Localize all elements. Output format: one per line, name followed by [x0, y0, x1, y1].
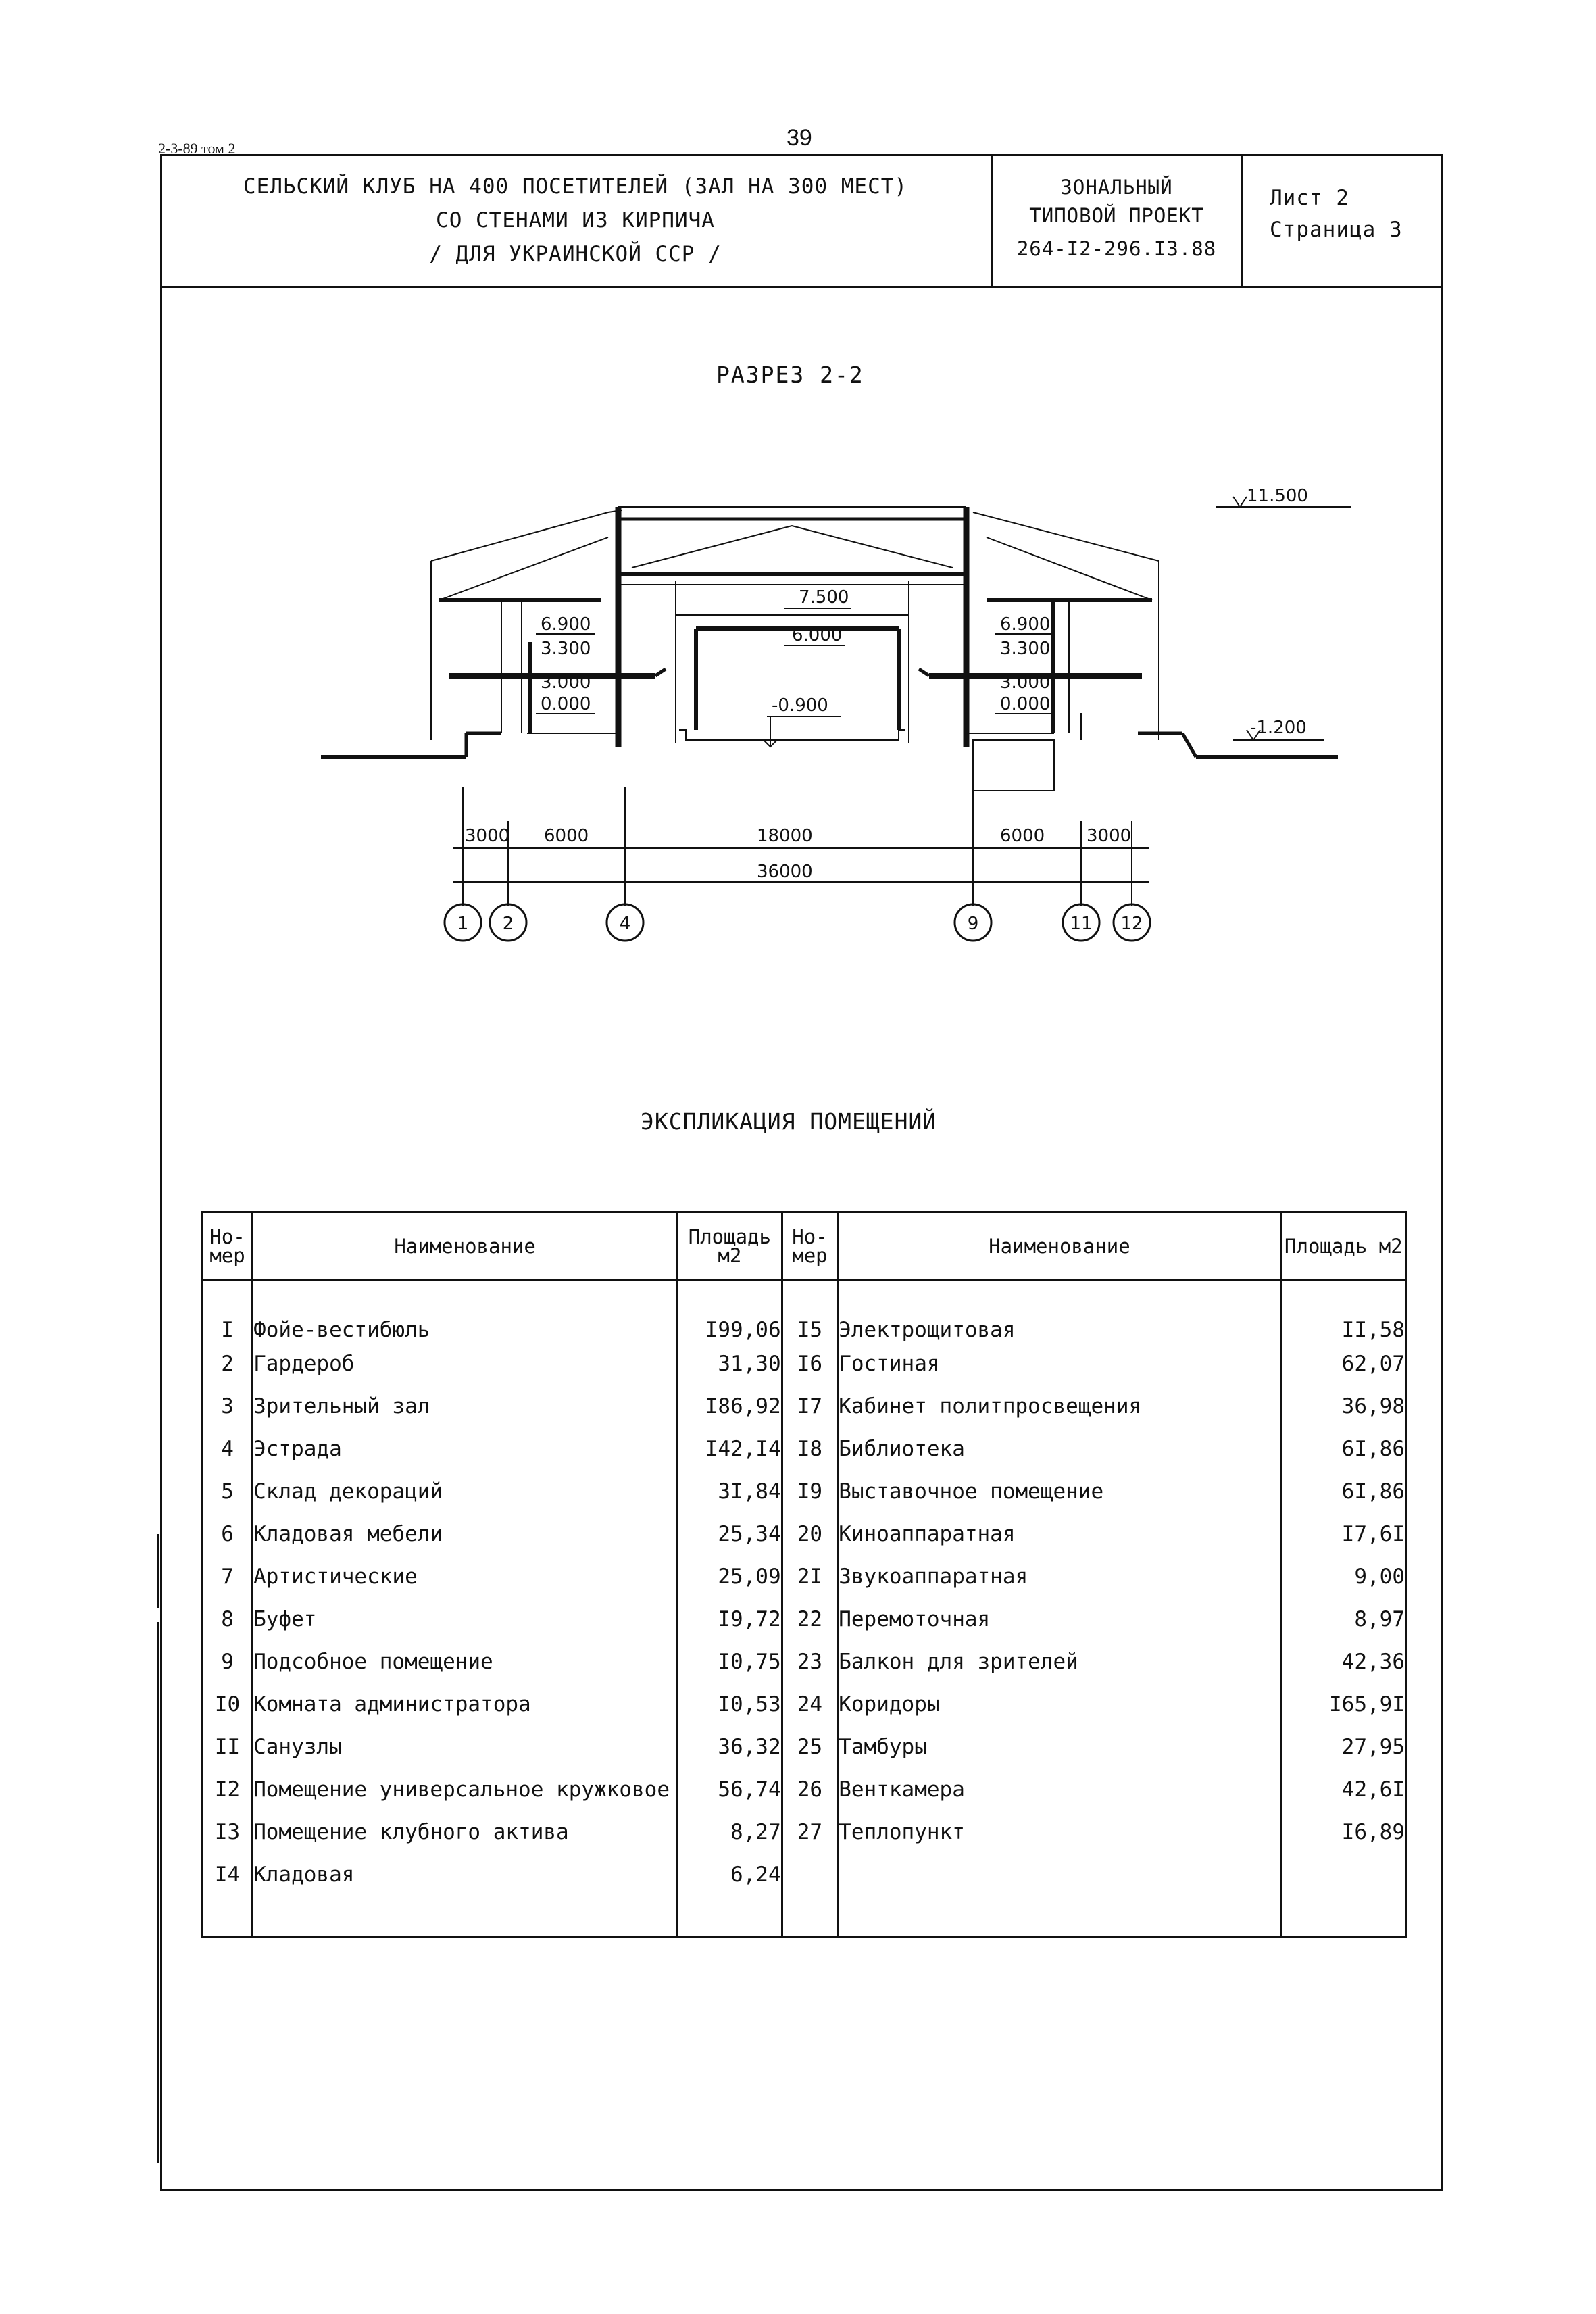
binding-mark — [157, 1534, 159, 1608]
elevation-label: 0.000 — [541, 694, 591, 714]
table-row — [203, 1281, 1406, 1343]
room-number-cell: 22 — [782, 1598, 838, 1640]
document-code-label: 2-3-89 том 2 — [158, 140, 236, 157]
elevation-label: 3.300 — [1000, 639, 1051, 659]
section-title: РАЗРЕЗ 2-2 — [716, 362, 864, 388]
room-area-cell: 36,98 — [1281, 1385, 1405, 1427]
table-row — [203, 1427, 1406, 1470]
table-row — [203, 1470, 1406, 1512]
column-header: Площадь м2 — [678, 1212, 782, 1281]
total-dimension-label: 36000 — [757, 862, 813, 882]
table-row — [203, 1555, 1406, 1598]
room-number-cell: 23 — [782, 1640, 838, 1683]
explication-table — [201, 1211, 1407, 1938]
room-number-cell: I7 — [782, 1385, 838, 1427]
room-area-cell: I0,75 — [678, 1640, 782, 1683]
room-name-cell: Кабинет политпросвещения — [838, 1385, 1281, 1427]
explication-title: ЭКСПЛИКАЦИЯ ПОМЕЩЕНИЙ — [641, 1108, 937, 1135]
dimension-label: 3000 — [1087, 826, 1132, 846]
room-area-cell: 56,74 — [678, 1768, 782, 1811]
room-area-cell: 8,27 — [678, 1811, 782, 1853]
title-line: / ДЛЯ УКРАИНСКОЙ ССР / — [429, 241, 722, 266]
dimension-label: 18000 — [757, 826, 813, 846]
room-area-cell: I7,6I — [1281, 1512, 1405, 1555]
room-name-cell: Артистические — [253, 1555, 678, 1598]
room-number-cell: 5 — [203, 1470, 253, 1512]
elevation-label: 6.000 — [792, 625, 843, 645]
axis-label: 1 — [457, 914, 469, 934]
room-area-cell: 25,09 — [678, 1555, 782, 1598]
room-number-cell: I6 — [782, 1342, 838, 1385]
column-header: Наименование — [253, 1212, 678, 1281]
dimension-label: 6000 — [544, 826, 589, 846]
title-cell — [160, 154, 993, 286]
room-area-cell: I6,89 — [1281, 1811, 1405, 1853]
elevation-label: 3.000 — [1000, 672, 1051, 693]
elevation-label: 7.500 — [799, 587, 849, 608]
room-name-cell: Электрощитовая — [838, 1281, 1281, 1343]
room-name-cell: Библиотека — [838, 1427, 1281, 1470]
room-number-cell: II — [203, 1725, 253, 1768]
page-number: 39 — [787, 125, 812, 151]
room-number-cell: 2 — [203, 1342, 253, 1385]
room-number-cell: 4 — [203, 1427, 253, 1470]
dimension-label: 3000 — [465, 826, 510, 846]
elevation-label: -1.200 — [1250, 718, 1307, 738]
room-name-cell — [838, 1853, 1281, 1896]
table-row — [203, 1811, 1406, 1853]
elevation-label: -0.900 — [772, 695, 828, 716]
room-area-cell: 27,95 — [1281, 1725, 1405, 1768]
table-row — [203, 1640, 1406, 1683]
project-number: 264-I2-296.I3.88 — [1016, 237, 1217, 260]
room-number-cell: 26 — [782, 1768, 838, 1811]
room-number-cell: I0 — [203, 1683, 253, 1725]
column-header: Наименование — [838, 1212, 1281, 1281]
project-cell — [993, 154, 1243, 286]
room-name-cell: Фойе-вестибюль — [253, 1281, 678, 1343]
room-area-cell: I9,72 — [678, 1598, 782, 1640]
room-number-cell: I4 — [203, 1853, 253, 1896]
room-area-cell: 36,32 — [678, 1725, 782, 1768]
elevation-label: 6.900 — [541, 614, 591, 635]
axis-label: 4 — [619, 914, 631, 934]
table-row — [203, 1768, 1406, 1811]
axis-label: 12 — [1120, 914, 1143, 934]
axis-label: 9 — [967, 914, 979, 934]
elevation-label: 3.000 — [541, 672, 591, 693]
elevation-label: 3.300 — [541, 639, 591, 659]
room-area-cell: 62,07 — [1281, 1342, 1405, 1385]
room-name-cell: Теплопункт — [838, 1811, 1281, 1853]
table-row — [203, 1725, 1406, 1768]
empty-cell — [1281, 1896, 1405, 1938]
room-name-cell: Эстрада — [253, 1427, 678, 1470]
title-block — [160, 154, 1443, 288]
elevation-label: 11.500 — [1247, 486, 1308, 506]
page-label: Страница 3 — [1270, 218, 1403, 242]
room-area-cell — [1281, 1853, 1405, 1896]
room-name-cell: Тамбуры — [838, 1725, 1281, 1768]
room-name-cell: Киноаппаратная — [838, 1512, 1281, 1555]
room-area-cell: 9,00 — [1281, 1555, 1405, 1598]
room-name-cell: Гардероб — [253, 1342, 678, 1385]
dimension-label: 6000 — [1000, 826, 1045, 846]
room-name-cell: Зрительный зал — [253, 1385, 678, 1427]
sheet-label: Лист 2 — [1270, 186, 1349, 210]
room-area-cell: I0,53 — [678, 1683, 782, 1725]
table-row — [203, 1342, 1406, 1385]
table-header-row — [203, 1212, 1406, 1281]
room-number-cell: I8 — [782, 1427, 838, 1470]
binding-mark — [157, 1622, 159, 2163]
column-header: Но-мер — [782, 1212, 838, 1281]
elevation-label: 0.000 — [1000, 694, 1051, 714]
sheet-cell — [1243, 154, 1443, 286]
room-name-cell: Коридоры — [838, 1683, 1281, 1725]
room-number-cell: 20 — [782, 1512, 838, 1555]
table-row — [203, 1512, 1406, 1555]
room-number-cell: 24 — [782, 1683, 838, 1725]
room-name-cell: Помещение клубного актива — [253, 1811, 678, 1853]
empty-cell — [838, 1896, 1281, 1938]
room-number-cell: I9 — [782, 1470, 838, 1512]
room-name-cell: Комната администратора — [253, 1683, 678, 1725]
room-number-cell: 27 — [782, 1811, 838, 1853]
room-area-cell: I86,92 — [678, 1385, 782, 1427]
room-number-cell: I2 — [203, 1768, 253, 1811]
empty-cell — [782, 1896, 838, 1938]
room-name-cell: Помещение универсальное кружковое — [253, 1768, 678, 1811]
room-number-cell: 9 — [203, 1640, 253, 1683]
room-area-cell: 6,24 — [678, 1853, 782, 1896]
room-name-cell: Перемоточная — [838, 1598, 1281, 1640]
elevation-label: 6.900 — [1000, 614, 1051, 635]
empty-cell — [203, 1896, 253, 1938]
column-header: Площадь м2 — [1281, 1212, 1405, 1281]
title-line: СО СТЕНАМИ ИЗ КИРПИЧА — [436, 207, 715, 232]
axis-label: 11 — [1070, 914, 1093, 934]
room-area-cell: 3I,84 — [678, 1470, 782, 1512]
column-header: Но-мер — [203, 1212, 253, 1281]
room-name-cell: Кладовая мебели — [253, 1512, 678, 1555]
room-number-cell: I3 — [203, 1811, 253, 1853]
room-name-cell: Подсобное помещение — [253, 1640, 678, 1683]
room-number-cell: 7 — [203, 1555, 253, 1598]
room-name-cell: Буфет — [253, 1598, 678, 1640]
room-name-cell: Балкон для зрителей — [838, 1640, 1281, 1683]
room-name-cell: Выставочное помещение — [838, 1470, 1281, 1512]
room-name-cell: Венткамера — [838, 1768, 1281, 1811]
room-name-cell: Кладовая — [253, 1853, 678, 1896]
room-area-cell: 42,36 — [1281, 1640, 1405, 1683]
room-area-cell: 8,97 — [1281, 1598, 1405, 1640]
room-area-cell: 31,30 — [678, 1342, 782, 1385]
room-number-cell: 25 — [782, 1725, 838, 1768]
room-number-cell: 3 — [203, 1385, 253, 1427]
project-line: ТИПОВОЙ ПРОЕКТ — [1029, 203, 1204, 227]
room-number-cell: I5 — [782, 1281, 838, 1343]
room-area-cell: I99,06 — [678, 1281, 782, 1343]
title-line: СЕЛЬСКИЙ КЛУБ НА 400 ПОСЕТИТЕЛЕЙ (ЗАЛ НА 300 МЕСТ) — [243, 174, 908, 199]
table-spacer-row — [203, 1896, 1406, 1938]
room-name-cell: Склад декораций — [253, 1470, 678, 1512]
room-name-cell: Звукоаппаратная — [838, 1555, 1281, 1598]
room-area-cell: 25,34 — [678, 1512, 782, 1555]
room-area-cell: I65,9I — [1281, 1683, 1405, 1725]
axis-label: 2 — [502, 914, 514, 934]
room-number-cell: 6 — [203, 1512, 253, 1555]
room-name-cell: Санузлы — [253, 1725, 678, 1768]
empty-cell — [678, 1896, 782, 1938]
room-number-cell — [782, 1853, 838, 1896]
table-row — [203, 1683, 1406, 1725]
room-area-cell: 42,6I — [1281, 1768, 1405, 1811]
table-row — [203, 1853, 1406, 1896]
room-name-cell: Гостиная — [838, 1342, 1281, 1385]
room-number-cell: 2I — [782, 1555, 838, 1598]
empty-cell — [253, 1896, 678, 1938]
project-line: ЗОНАЛЬНЫЙ — [1060, 175, 1173, 199]
room-number-cell: 8 — [203, 1598, 253, 1640]
room-area-cell: 6I,86 — [1281, 1470, 1405, 1512]
room-area-cell: 6I,86 — [1281, 1427, 1405, 1470]
table-row — [203, 1385, 1406, 1427]
room-area-cell: I42,I4 — [678, 1427, 782, 1470]
room-number-cell: I — [203, 1281, 253, 1343]
table-row — [203, 1598, 1406, 1640]
section-drawing — [311, 473, 1351, 960]
room-area-cell: II,58 — [1281, 1281, 1405, 1343]
